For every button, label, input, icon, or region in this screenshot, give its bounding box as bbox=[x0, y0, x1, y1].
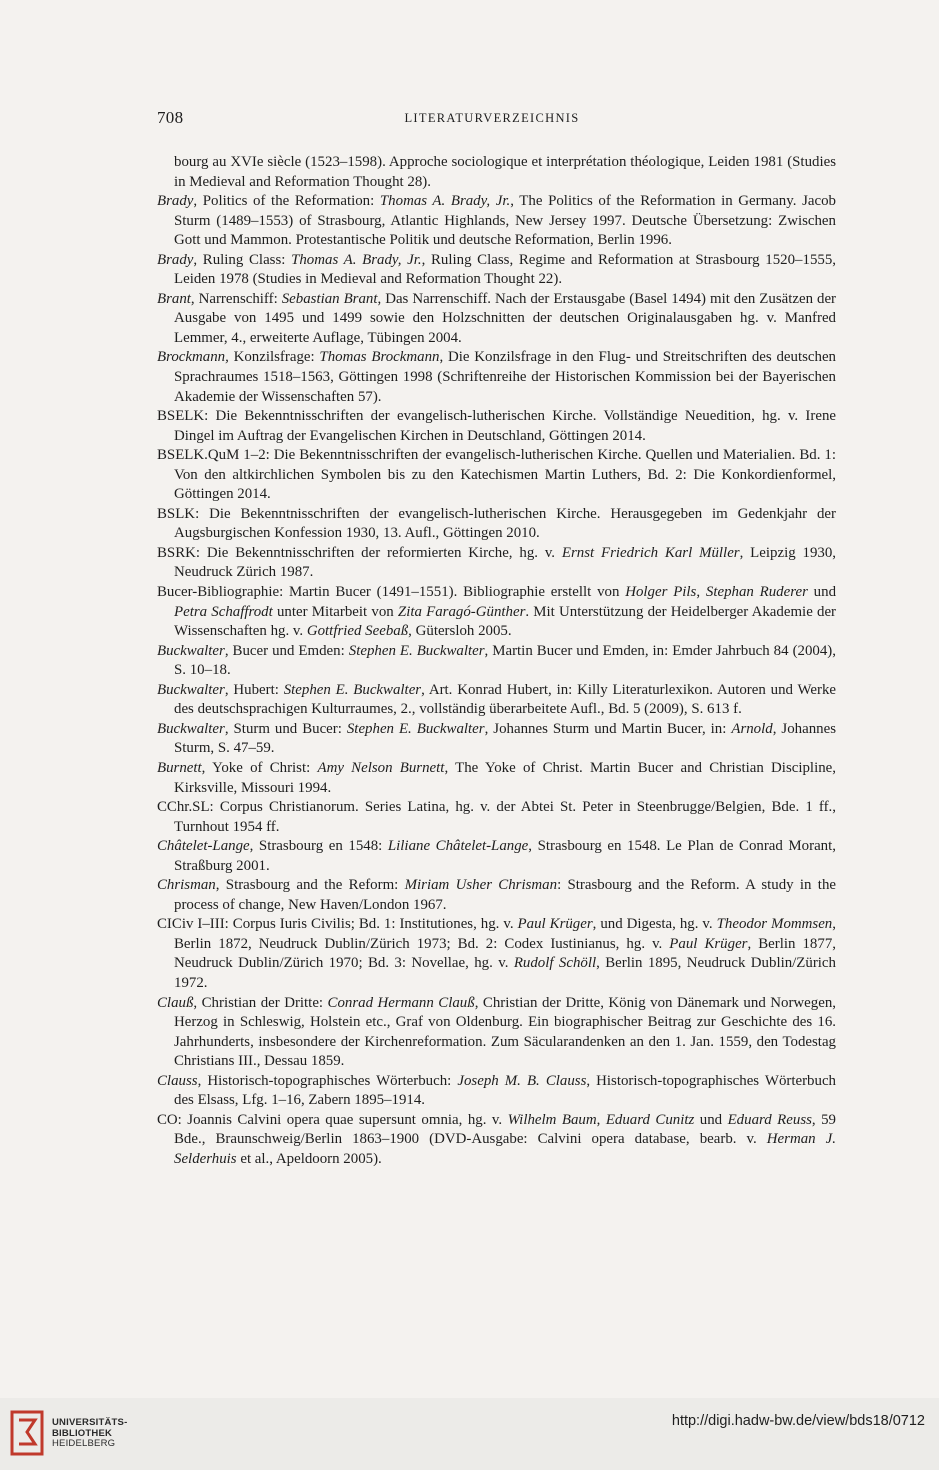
entry-text: , Strasbourg en 1548. Le Plan de Conrad Morant, Straßburg 2001. bbox=[174, 838, 836, 874]
entry-text: , Strasbourg en 1548: bbox=[249, 838, 388, 855]
entry-text: . Mit Unterstützung der Heidelberger Akademie der Wissenschaften hg. v. bbox=[174, 603, 837, 640]
entry-text: , Yoke of Christ: bbox=[201, 759, 318, 776]
entry-text: , Historisch-topographisches Wörterbuch: bbox=[197, 1072, 458, 1089]
bibliography-entry bbox=[157, 915, 836, 993]
entry-text: , Hubert: bbox=[224, 681, 284, 698]
entry-text: BSELK: Die Bekenntnisschriften der evangelisch-lutherischen Kirche. Vollständige Neuedition, hg. v. Irene Dingel im Auftrag der Evangelischen Kirchen in Deutschland, Göttingen 2014. bbox=[157, 408, 836, 444]
entry-text: unter Mitarbeit von bbox=[272, 603, 398, 620]
entry-italic-text: Paul Krüger bbox=[517, 916, 593, 933]
entry-text: bourg au XVIe siècle (1523–1598). Approche sociologique et interprétation théologique, Leiden 1981 (Studies in Medieval and Reformation Thought 28). bbox=[174, 154, 836, 190]
entry-italic-text: Clauß bbox=[157, 994, 194, 1011]
entry-text: , 59 Bde., Braunschweig/Berlin 1863–1900 (DVD-Ausgabe: Calvini opera database, bearb. v. bbox=[174, 1111, 837, 1148]
bibliography-entry bbox=[157, 759, 836, 798]
bibliography-entry bbox=[157, 876, 836, 915]
entry-italic-text: Burnett bbox=[157, 759, 202, 776]
entry-italic-text: Eduard Reuss bbox=[727, 1111, 812, 1128]
bibliography-entry bbox=[157, 798, 836, 837]
entry-text: , Berlin 1872, Neudruck Dublin/Zürich 1973; Bd. 2: Codex Iustinianus, hg. v. bbox=[174, 916, 836, 952]
bibliography-entry bbox=[157, 642, 836, 681]
entry-text: , Leipzig 1930, Neudruck Zürich 1987. bbox=[174, 544, 837, 581]
entry-italic-text: Holger Pils bbox=[625, 584, 697, 601]
entry-text: BSLK: Die Bekenntnisschriften der evangelisch-lutherischen Kirche. Herausgegeben im Gedenkjahr der Augsburgischen Konfession 1930, 13. Aufl., Göttingen 2010. bbox=[157, 505, 836, 542]
entry-italic-text: Brady bbox=[157, 193, 194, 210]
entry-italic-text: Stephen E. Buckwalter bbox=[283, 681, 422, 698]
entry-italic-text: Arnold bbox=[731, 720, 773, 737]
entry-text: Konzilsfrage: bbox=[228, 349, 320, 366]
logo-line-2: BIBLIOTHEK bbox=[52, 1427, 113, 1439]
entry-italic-text: Buckwalter bbox=[157, 720, 225, 737]
bibliography-entry bbox=[157, 192, 836, 251]
entry-text: , Ruling Class: bbox=[193, 251, 292, 268]
bibliography-entry bbox=[157, 837, 836, 876]
source-url[interactable]: http://digi.hadw-bw.de/view/bds18/0712 bbox=[671, 1413, 925, 1429]
entry-text: , Johannes Sturm und Martin Bucer, in: bbox=[484, 720, 732, 737]
entry-italic-text: Rudolf Schöll bbox=[513, 955, 597, 972]
entry-text: BSRK: Die Bekenntnisschriften der reformierten Kirche, hg. v. bbox=[157, 544, 562, 561]
bibliography-entry bbox=[157, 583, 836, 642]
entry-italic-text: Stephen E. Buckwalter bbox=[348, 642, 485, 659]
bibliography-list bbox=[157, 153, 836, 1169]
entry-italic-text: Paul Krüger bbox=[669, 935, 748, 952]
library-logo-icon bbox=[10, 1410, 44, 1456]
entry-text: , bbox=[596, 1111, 606, 1128]
entry-italic-text: Buckwalter bbox=[157, 642, 225, 659]
page-number: 708 bbox=[157, 108, 184, 127]
bibliography-entry bbox=[157, 290, 836, 349]
entry-italic-text: Eduard Cunitz bbox=[605, 1111, 695, 1128]
entry-text: , Johannes Sturm, S. 47–59. bbox=[174, 720, 836, 757]
bibliography-entry bbox=[157, 153, 836, 192]
entry-text: , The Yoke of Christ. Martin Bucer and Christian Discipline, Kirksville, Missouri 1994. bbox=[174, 759, 836, 796]
entry-text: , Ruling Class, Regime and Reformation at Strasbourg 1520–1555, Leiden 1978 (Studies in Medieval and Reformation Thought 22). bbox=[174, 251, 836, 288]
entry-text: , und Digesta, hg. v. bbox=[592, 916, 717, 933]
entry-italic-text: Gottfried Seebaß bbox=[306, 623, 409, 640]
bibliography-entry bbox=[157, 1072, 836, 1111]
entry-italic-text: Thomas A. Brady, Jr. bbox=[291, 251, 422, 268]
bibliography-entry bbox=[157, 251, 836, 290]
bibliography-entry bbox=[157, 407, 836, 446]
entry-text: , Narrenschiff: bbox=[190, 290, 282, 307]
running-head: LITERATURVERZEICHNIS bbox=[404, 111, 580, 125]
entry-italic-text: Ernst Friedrich Karl Müller bbox=[561, 544, 740, 561]
entry-italic-text: Conrad Hermann Clauß bbox=[327, 994, 475, 1011]
entry-italic-text: Theodor Mommsen bbox=[716, 916, 833, 933]
bibliography-entry bbox=[157, 446, 836, 505]
bibliography-entry bbox=[157, 505, 836, 544]
entry-text: , bbox=[696, 584, 706, 601]
entry-text: , Politics of the Reformation: bbox=[193, 193, 380, 210]
entry-text: BSELK.QuM 1–2: Die Bekenntnisschriften der evangelisch-lutherischen Kirche. Quellen und Materialien. Bd. 1: Von den altkirchlichen Symbolen bis zu den Katechismen Martin Luthers, Bd. 2: Die Konkordienformel, Göttingen 2014. bbox=[157, 447, 836, 503]
entry-text: , Sturm und Bucer: bbox=[224, 720, 347, 737]
entry-italic-text: Brant bbox=[157, 290, 191, 307]
entry-italic-text: Thomas Brockmann bbox=[319, 349, 440, 366]
logo-line-3: HEIDELBERG bbox=[52, 1438, 116, 1449]
entry-italic-text: Buckwalter bbox=[157, 681, 225, 698]
entry-italic-text: Châtelet-Lange bbox=[157, 838, 250, 855]
entry-text: , Das Narrenschiff. Nach der Erstausgabe (Basel 1494) mit den Zusätzen der Ausgabe von 1495 und 1499 sowie den Holzschnitten der deutschen Originalausgaben hg. v. Manfred Lemmer, 4., erweiterte Auflage, Tübingen 2004. bbox=[174, 290, 837, 346]
logo-line-1: UNIVERSITÄTS- bbox=[52, 1417, 128, 1428]
entry-text: CO: Joannis Calvini opera quae supersunt omnia, hg. v. bbox=[157, 1111, 508, 1128]
entry-text: , Berlin 1895, Neudruck Dublin/Zürich 1972. bbox=[174, 955, 836, 991]
entry-text: CChr.SL: Corpus Christianorum. Series Latina, hg. v. der Abtei St. Peter in Steenbrugge/Belgien, Bde. 1 ff., Turnhout 1954 ff. bbox=[157, 799, 836, 835]
entry-text: , Bucer und Emden: bbox=[224, 642, 349, 659]
footer-bar bbox=[0, 1398, 939, 1470]
entry-text: , Berlin 1877, Neudruck Dublin/Zürich 1970; Bd. 3: Novellae, hg. v. bbox=[174, 935, 836, 972]
entry-italic-text: Joseph M. B. Clauss bbox=[457, 1072, 587, 1089]
entry-italic-text: Sebastian Brant bbox=[281, 290, 378, 307]
entry-text: et al., Apeldoorn 2005). bbox=[236, 1150, 382, 1167]
entry-italic-text: Liliane Châtelet-Lange bbox=[387, 838, 529, 855]
entry-text: und bbox=[694, 1111, 728, 1128]
entry-italic-text: Wilhelm Baum bbox=[507, 1111, 597, 1128]
entry-text: , Christian der Dritte: bbox=[193, 994, 328, 1011]
entry-text: und bbox=[807, 584, 837, 601]
entry-italic-text: Stephen E. Buckwalter bbox=[346, 720, 485, 737]
entry-italic-text: Zita Faragó-Günther bbox=[397, 603, 526, 620]
entry-italic-text: Miriam Usher Chrisman bbox=[404, 877, 558, 894]
entry-italic-text: Brockmann, bbox=[157, 349, 229, 366]
entry-italic-text: Chrisman bbox=[157, 877, 216, 894]
entry-italic-text: Clauss bbox=[157, 1072, 198, 1089]
bibliography-entry bbox=[157, 681, 836, 720]
bibliography-entry bbox=[157, 994, 836, 1072]
bibliography-entry bbox=[157, 720, 836, 759]
entry-italic-text: Brady bbox=[157, 251, 194, 268]
entry-italic-text: Thomas A. Brady, Jr. bbox=[379, 193, 511, 210]
entry-italic-text: Petra Schaffrodt bbox=[174, 603, 273, 620]
entry-text: : Strasbourg and the Reform. A study in the process of change, New Haven/London 1967. bbox=[174, 877, 837, 913]
entry-italic-text: Stephan Ruderer bbox=[705, 584, 808, 601]
bibliography-entry bbox=[157, 544, 836, 583]
entry-text: , Historisch-topographisches Wörterbuch des Elsass, Lfg. 1–16, Zabern 1895–1914. bbox=[174, 1072, 837, 1109]
entry-italic-text: Amy Nelson Burnett bbox=[317, 759, 445, 776]
entry-text: , Martin Bucer und Emden, in: Emder Jahrbuch 84 (2004), S. 10–18. bbox=[174, 642, 836, 679]
entry-text: , Gütersloh 2005. bbox=[408, 623, 512, 640]
library-logo-text bbox=[52, 1418, 127, 1450]
entry-text: , Strasbourg and the Reform: bbox=[215, 877, 405, 894]
entry-text: CICiv I–III: Corpus Iuris Civilis; Bd. 1: Institutiones, hg. v. bbox=[157, 916, 518, 933]
bibliography-entry bbox=[157, 348, 836, 407]
bibliography-entry bbox=[157, 1111, 836, 1170]
entry-text: , Die Konzilsfrage in den Flug- und Streitschriften des deutschen Sprachraumes 1518–1563, Göttingen 1998 (Schriftenreihe der Historischen Kommission bei der Bayerischen Akademie der Wissenschaften 57). bbox=[174, 349, 836, 405]
entry-text: , The Politics of the Reformation in Germany. Jacob Sturm (1489–1553) of Strasbourg, Atlantic Highlands, New Jersey 1997. Deutsche Übersetzung: Zwischen Gott und Mammon. Protestantische Politik und deutsche Reformation, Berlin 1996. bbox=[174, 193, 836, 249]
entry-text: , Art. Konrad Hubert, in: Killy Literaturlexikon. Autoren und Werke des deutschsprachigen Kulturraumes, 2., vollständig überarbeitete Aufl., Bd. 5 (2009), S. 613 f. bbox=[174, 681, 837, 718]
entry-text: , Christian der Dritte, König von Dänemark und Norwegen, Herzog in Schleswig, Holstein etc., Graf von Oldenburg. Ein biographischer Beitrag zur Geschichte des 16. Jahrhunderts, insbesondere der Kirchenreformation. Zum Säcularandenken an den 1. Jan. 1559, den Todestag Christians III., Dessau 1859. bbox=[174, 994, 836, 1070]
entry-text: Bucer-Bibliographie: Martin Bucer (1491–1551). Bibliographie erstellt von bbox=[157, 584, 626, 601]
entry-italic-text: Herman J. Selderhuis bbox=[174, 1131, 836, 1167]
